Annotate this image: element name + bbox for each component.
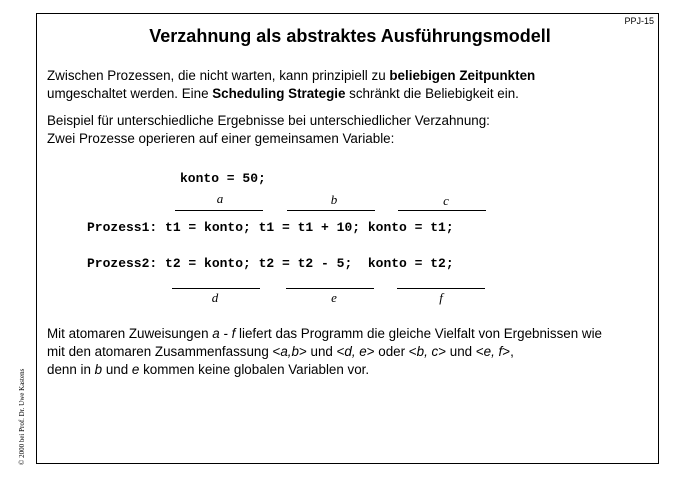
segment-b-line xyxy=(287,210,375,211)
segment-c-line xyxy=(398,210,486,211)
label-d: d xyxy=(211,290,219,305)
label-b: b xyxy=(330,192,338,207)
code-process2: Prozess2: t2 = konto; t2 = t2 - 5; konto = t2; xyxy=(87,256,454,271)
page-id: PPJ-15 xyxy=(624,16,654,26)
label-f: f xyxy=(439,290,443,305)
conclusion-paragraph: Mit atomaren Zuweisungen a - f liefert das Programm die gleiche Vielfalt von Ergebnissen wie mit den atomaren Zusammenfassung <a,b> und <d, e> oder <b, c> und <e, f>, denn in b und e kommen keine globalen Variablen vor. xyxy=(47,326,603,377)
intro-paragraph: Zwischen Prozessen, die nicht warten, kann prinzipiell zu beliebigen Zeitpunkten umgeschaltet werden. Eine Scheduling Strategie schränkt die Beliebigkeit ein. xyxy=(47,68,536,101)
copyright-note: © 2000 bei Prof. Dr. Uwe Kastens xyxy=(18,368,26,465)
label-e: e xyxy=(331,290,337,305)
segment-e-line xyxy=(286,288,374,289)
label-c: c xyxy=(443,193,449,208)
code-process1: Prozess1: t1 = konto; t1 = t1 + 10; konto = t1; xyxy=(87,220,454,235)
segment-f-line xyxy=(397,288,485,289)
slide-title: Verzahnung als abstraktes Ausführungsmodell xyxy=(149,26,551,46)
segment-d-line xyxy=(172,288,260,289)
segment-a-line xyxy=(175,210,263,211)
code-init: konto = 50; xyxy=(180,171,266,186)
example-paragraph: Beispiel für unterschiedliche Ergebnisse bei unterschiedlicher Verzahnung: Zwei Prozesse operieren auf einer gemeinsamen Variable: xyxy=(47,113,490,146)
label-a: a xyxy=(216,191,224,206)
